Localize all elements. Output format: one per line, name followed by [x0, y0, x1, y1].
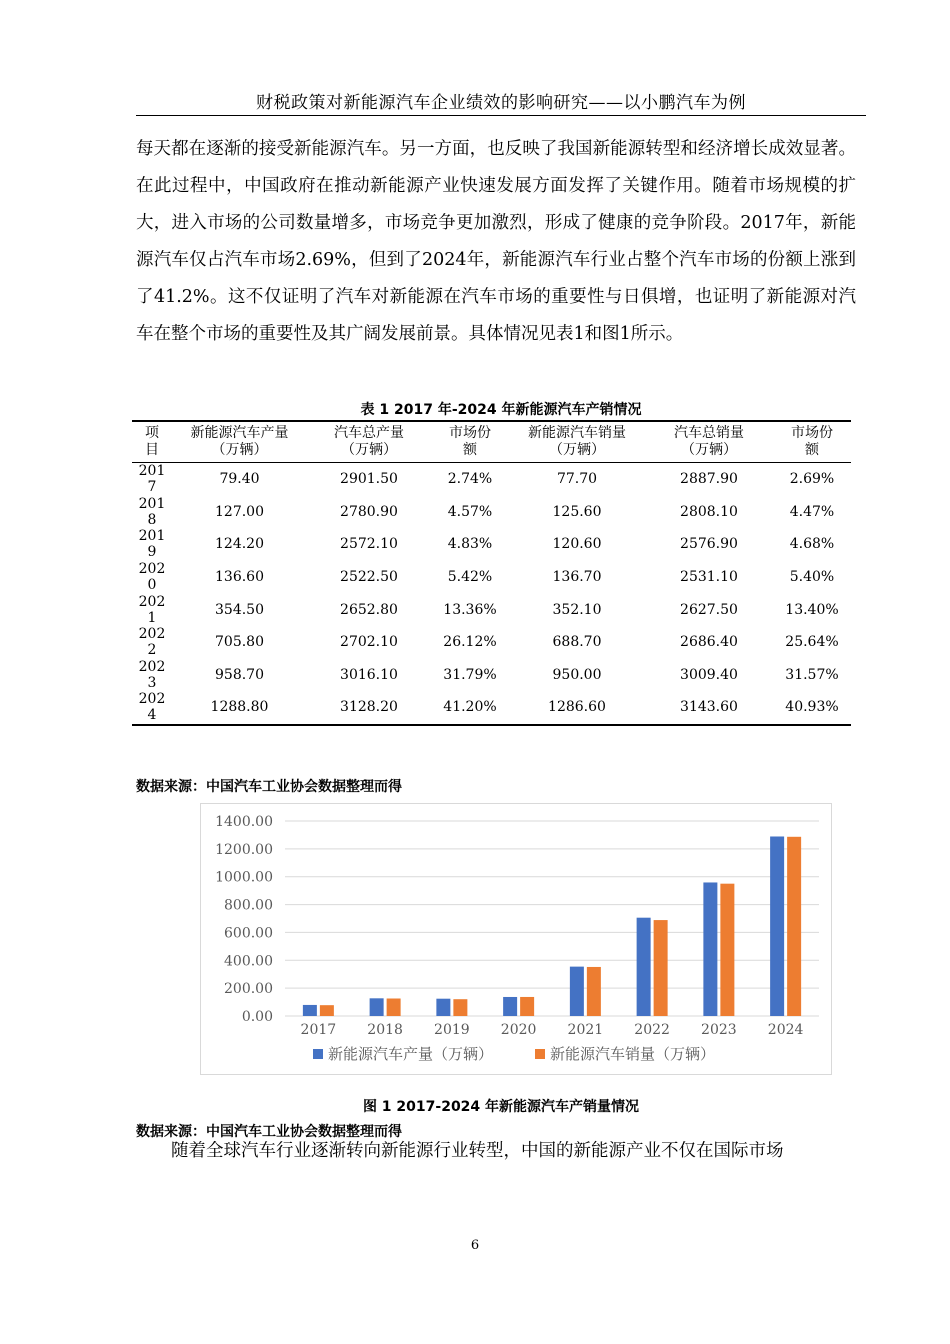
y-tick-label: 1000.00: [215, 869, 273, 886]
body-paragraph-1: 每天都在逐渐的接受新能源汽车。另一方面，也反映了我国新能源转型和经济增长成效显著。在此过程中，中国政府在推动新能源产业快速发展方面发挥了关键作用。随着市场规模的扩大，进入市场的公司数量增多，市场竞争更加激烈，形成了健康的竞争阶段。2017年，新能源汽车仅占汽车市场2.69%，但到了2024年，新能源汽车行业占整个汽车市场的份额上涨到了41.2%。这不仅证明了汽车对新能源在汽车市场的重要性与日俱增，也证明了新能源对汽车在整个市场的重要性及其广阔发展前景。具体情况见表1和图1所示。: [136, 139, 856, 344]
bar-production: [703, 882, 717, 1016]
table-row: [132, 626, 851, 659]
figure-caption: 图 1 2017-2024 年新能源汽车产销量情况: [362, 1099, 640, 1115]
cell: 4.68%: [789, 536, 835, 553]
y-tick-label: 1400.00: [215, 814, 273, 830]
y-tick-label: 200.00: [224, 981, 273, 998]
body-paragraph-2: 随着全球汽车行业逐渐转向新能源行业转型，中国的新能源产业不仅在国际市场: [171, 1141, 784, 1161]
cell: 2652.80: [340, 601, 398, 618]
y-tick-label: 600.00: [224, 925, 273, 942]
bar-sales: [520, 997, 534, 1016]
cell: 958.70: [215, 666, 264, 683]
table-row: [132, 593, 851, 626]
cell: 4.83%: [447, 536, 493, 553]
table-row: [132, 659, 851, 692]
bar-sales: [654, 920, 668, 1016]
bar-sales: [720, 884, 734, 1016]
x-tick-label: 2019: [434, 1022, 470, 1038]
y-tick-label: 800.00: [224, 897, 273, 914]
cell: 127.00: [215, 503, 264, 520]
header-item: 项 目: [145, 425, 159, 458]
cell: 2531.10: [680, 569, 738, 586]
cell: 40.93%: [785, 699, 839, 716]
cell: 3128.20: [340, 699, 398, 716]
cell: 79.40: [219, 471, 260, 488]
cell: 31.57%: [785, 666, 839, 683]
legend-swatch: [535, 1049, 545, 1059]
y-tick-label: 0.00: [241, 1009, 273, 1025]
cell: 13.36%: [443, 601, 497, 618]
cell: 354.50: [215, 601, 264, 618]
cell: 125.60: [552, 503, 602, 520]
x-tick-label: 2018: [367, 1022, 403, 1038]
bar-production: [436, 999, 450, 1016]
figure-source-note: 数据来源：中国汽车工业协会数据整理而得: [136, 1124, 402, 1140]
cell-year: 202 3: [138, 658, 166, 691]
table-source-note: 数据来源：中国汽车工业协会数据整理而得: [136, 779, 402, 795]
y-tick-label: 1200.00: [215, 841, 273, 858]
cell: 3009.40: [680, 666, 738, 683]
header-nev-sales: 新能源汽车销量 （万辆）: [528, 425, 626, 458]
page-number: 6: [470, 1238, 480, 1253]
x-tick-label: 2023: [701, 1022, 737, 1038]
bar-sales: [387, 999, 401, 1016]
cell: 352.10: [552, 601, 602, 618]
cell: 31.79%: [443, 666, 497, 683]
cell: 5.42%: [447, 569, 493, 586]
cell: 26.12%: [443, 634, 497, 651]
x-tick-label: 2020: [500, 1022, 537, 1038]
chart-frame: [200, 803, 832, 1075]
bar-production: [303, 1005, 317, 1016]
cell-year: 201 8: [138, 495, 166, 528]
cell: 2.74%: [447, 471, 493, 488]
bar-production: [770, 836, 784, 1016]
cell: 1288.80: [210, 699, 269, 716]
cell: 41.20%: [443, 699, 497, 716]
cell: 2686.40: [680, 634, 738, 651]
cell: 5.40%: [789, 569, 835, 586]
x-tick-label: 2024: [767, 1022, 804, 1038]
cell: 2576.90: [680, 536, 738, 553]
cell: 950.00: [552, 666, 602, 683]
production-sales-table: [132, 420, 851, 726]
cell: 705.80: [215, 634, 264, 651]
cell: 688.70: [552, 634, 602, 651]
cell: 2887.90: [680, 471, 738, 488]
table-caption: 表 1 2017 年-2024 年新能源汽车产销情况: [360, 402, 642, 418]
y-tick-label: 400.00: [224, 953, 273, 970]
cell: 4.57%: [447, 503, 493, 520]
header-production-share: 市场份 额: [449, 425, 491, 458]
cell: 4.47%: [789, 503, 835, 520]
cell: 124.20: [215, 536, 264, 553]
cell: 3016.10: [340, 666, 398, 683]
cell-year: 202 4: [138, 691, 166, 724]
bar-production: [370, 998, 384, 1016]
bar-sales: [587, 967, 601, 1016]
x-tick-label: 2017: [300, 1022, 337, 1038]
cell: 2572.10: [340, 536, 398, 553]
cell: 136.60: [215, 569, 264, 586]
cell: 2808.10: [680, 503, 738, 520]
cell: 77.70: [556, 471, 598, 488]
bar-production: [570, 967, 584, 1016]
table-row: [132, 496, 851, 529]
table-row: [132, 463, 851, 496]
cell: 1286.60: [548, 699, 606, 716]
legend-swatch: [313, 1049, 323, 1059]
bar-chart: [201, 804, 831, 1074]
bar-sales: [453, 999, 467, 1016]
cell-year: 201 7: [138, 463, 166, 496]
cell-year: 202 2: [138, 626, 166, 659]
cell: 136.70: [552, 569, 602, 586]
table-row: [132, 691, 851, 725]
cell: 2780.90: [340, 503, 398, 520]
bar-sales: [787, 837, 801, 1016]
header-sales-share: 市场份 额: [791, 425, 833, 458]
header-total-production: 汽车总产量 （万辆）: [334, 425, 404, 458]
cell: 2.69%: [789, 471, 835, 488]
cell-year: 202 1: [138, 593, 166, 626]
legend-label: 新能源汽车销量（万辆）: [550, 1045, 716, 1063]
cell: 2702.10: [340, 634, 398, 651]
bar-production: [637, 918, 651, 1016]
legend-label: 新能源汽车产量（万辆）: [328, 1045, 494, 1063]
running-header: 财税政策对新能源汽车企业绩效的影响研究——以小鹏汽车为例: [256, 93, 746, 113]
cell-year: 202 0: [138, 561, 166, 594]
bar-production: [503, 997, 517, 1016]
x-tick-label: 2022: [634, 1022, 670, 1038]
table-header-row: [132, 421, 851, 463]
cell: 120.60: [552, 536, 602, 553]
bar-sales: [320, 1005, 334, 1016]
header-rule: [136, 115, 866, 116]
table-row: [132, 528, 851, 561]
cell: 2901.50: [340, 471, 398, 488]
cell: 2627.50: [680, 601, 738, 618]
header-nev-production: 新能源汽车产量 （万辆）: [190, 425, 289, 458]
cell: 13.40%: [785, 601, 839, 618]
cell: 25.64%: [785, 634, 839, 651]
cell: 3143.60: [680, 699, 738, 716]
cell-year: 201 9: [138, 528, 166, 561]
header-total-sales: 汽车总销量 （万辆）: [674, 425, 744, 458]
x-tick-label: 2021: [567, 1022, 604, 1038]
table-row: [132, 561, 851, 594]
cell: 2522.50: [340, 569, 398, 586]
